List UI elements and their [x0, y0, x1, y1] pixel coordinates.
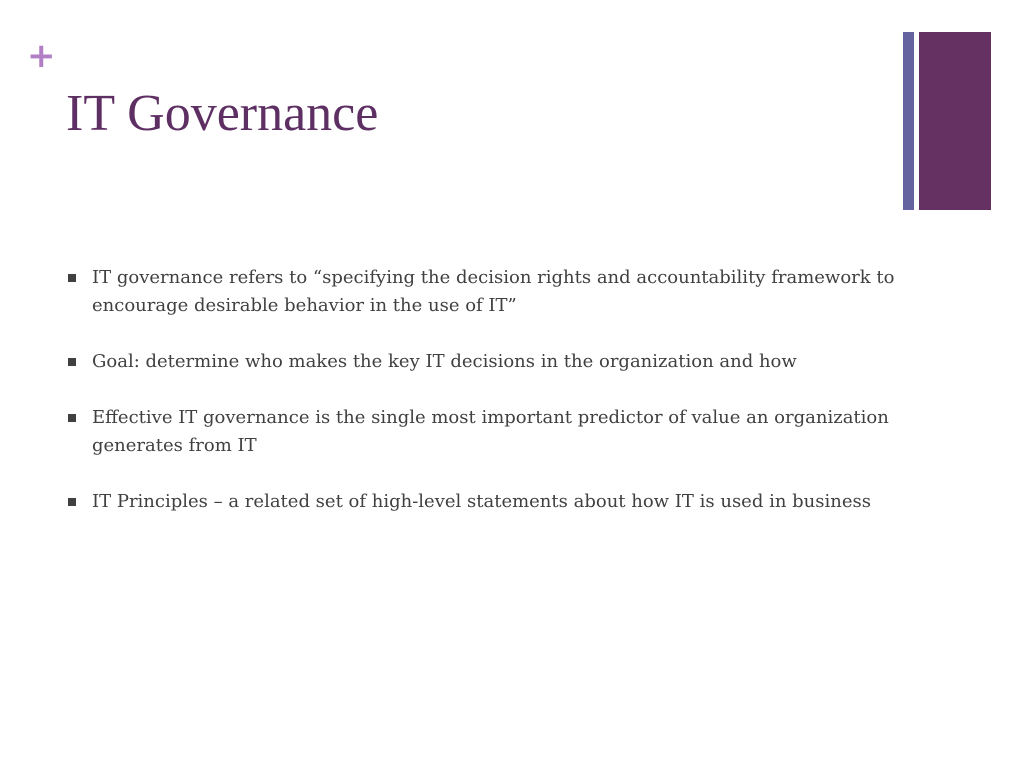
slide-title: IT Governance: [66, 85, 379, 142]
plus-icon: +: [27, 36, 56, 76]
bullet-item: IT governance refers to “specifying the decision rights and accountability framework to encourage desirable behavior in the use of IT”: [68, 264, 898, 320]
bullet-item: IT Principles – a related set of high-level statements about how IT is used in business: [68, 488, 898, 516]
accent-bar-wide: [919, 32, 991, 210]
bullet-item: Effective IT governance is the single most important predictor of value an organization generates from IT: [68, 404, 898, 460]
bullet-list: [68, 264, 898, 544]
bullet-item: Goal: determine who makes the key IT decisions in the organization and how: [68, 348, 898, 376]
accent-bar-thin: [903, 32, 914, 210]
